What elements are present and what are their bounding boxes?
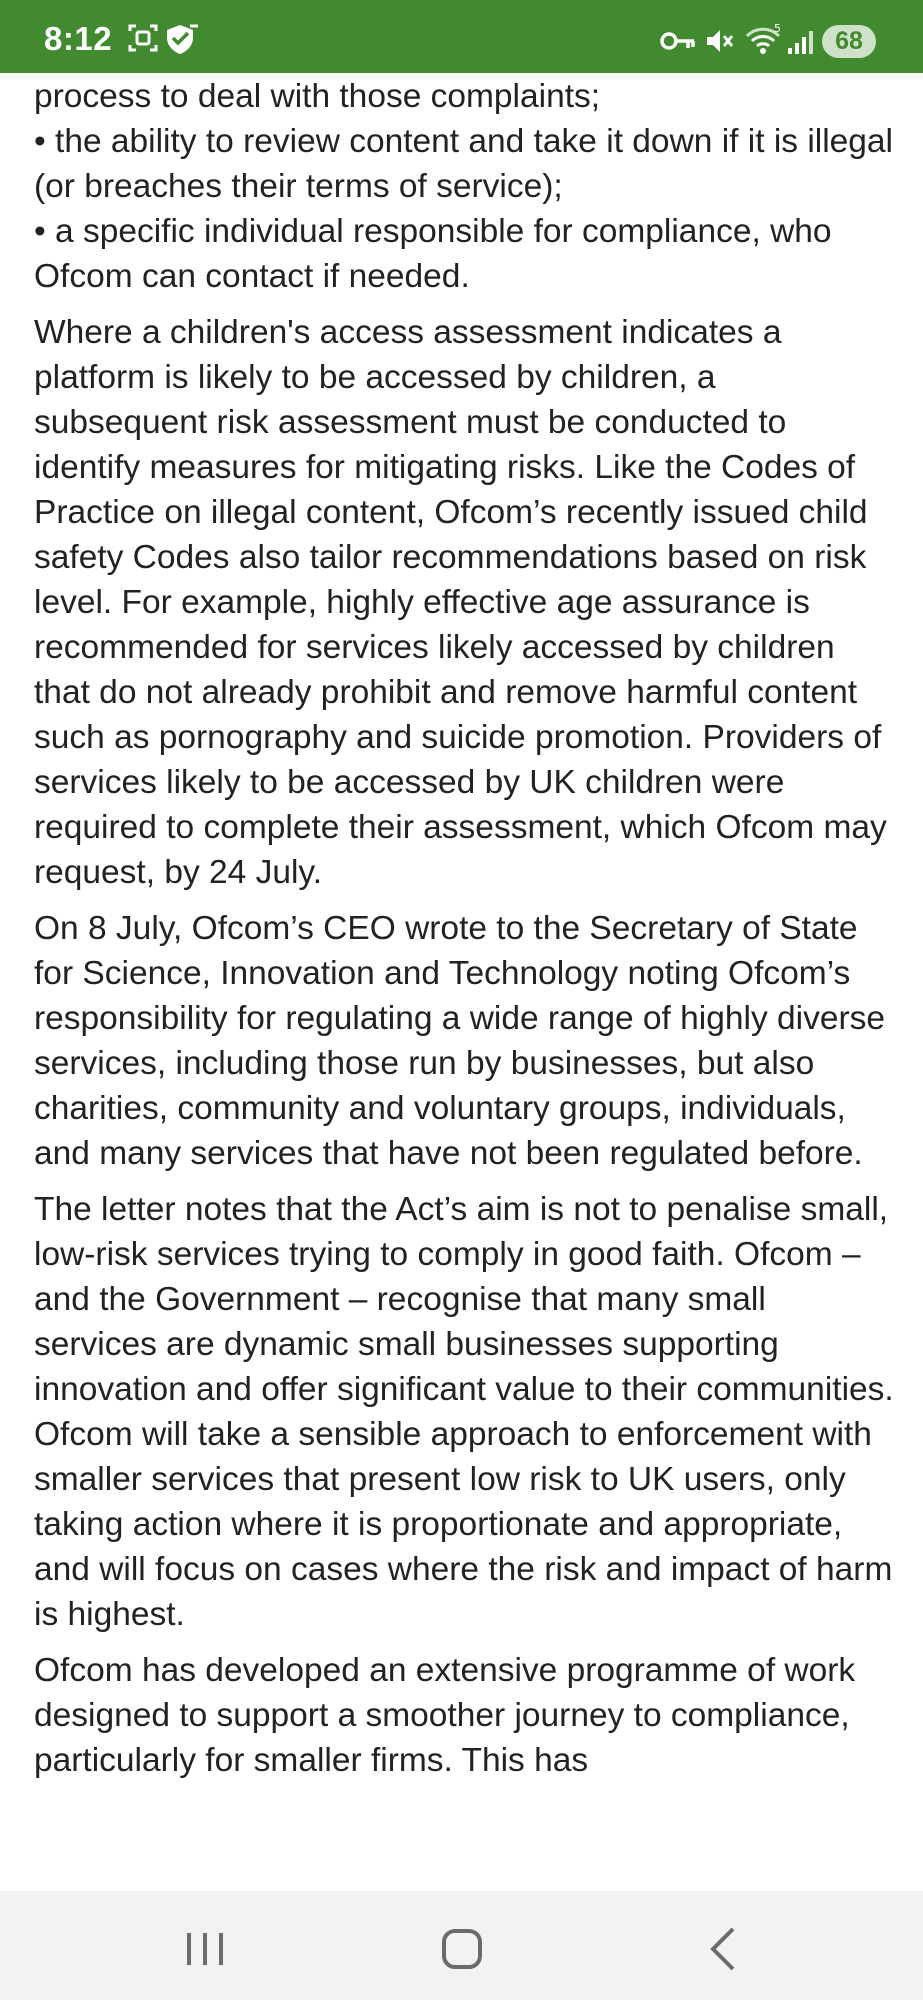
status-bar (0, 0, 923, 73)
check-shield-icon (164, 22, 200, 56)
battery-icon: 68 (822, 25, 876, 58)
status-time: 8:12 (44, 20, 113, 57)
back-button[interactable] (693, 1919, 753, 1979)
recent-apps-icon (189, 1933, 221, 1965)
home-icon (444, 1931, 480, 1967)
wifi-icon (744, 24, 784, 56)
navigation-bar (0, 1891, 923, 2000)
article-scroll-area[interactable] (0, 73, 923, 1891)
paragraph-compliance-programme: Ofcom has developed an extensive programme of work designed to support a smoother journey to compliance, particularly for smaller firms. This has (34, 1652, 856, 1779)
svg-text:5: 5 (774, 24, 781, 35)
article-body (34, 73, 894, 1783)
paragraph-act-aim: The letter notes that the Act’s aim is not to penalise small, low-risk services trying to comply in good faith. Ofcom – and the Government – recognise that many small services are dynamic small businesses supporting innovation and offer significant value to their communities. Ofcom will take a sensible approach to enforcement with smaller services that present low risk to UK users, only taking action where it is proportionate and appropriate, and will focus on cases where the risk and impact of harm is highest. (34, 1191, 894, 1633)
paragraph-compliance-list: process to deal with those complaints; • the ability to review content and take it down if it is illegal (or breaches their terms of service); • a specific individual responsible for compliance, who Ofcom can contact if needed. (34, 78, 893, 295)
signal-icon (786, 28, 814, 56)
paragraph-ceo-letter: On 8 July, Ofcom’s CEO wrote to the Secretary of State for Science, Innovation and Technology noting Ofcom’s responsibility for regulating a wide range of highly diverse services, including those run by businesses, but also charities, community and voluntary groups, individuals, and many services that have not been regulated before. (34, 910, 885, 1172)
recent-apps-button[interactable] (175, 1919, 235, 1979)
mute-icon (704, 26, 734, 56)
back-icon (713, 1929, 733, 1969)
screenshot-icon (127, 22, 159, 54)
home-button[interactable] (432, 1919, 492, 1979)
vpn-key-icon (660, 30, 696, 52)
paragraph-children-access: Where a children's access assessment indicates a platform is likely to be accessed by children, a subsequent risk assessment must be conducted to identify measures for mitigating risks. Like the Codes of Practice on illegal content, Ofcom’s recently issued child safety Codes also tailor recommendations based on risk level. For example, highly effective age assurance is recommended for services likely accessed by children that do not already prohibit and remove harmful content such as pornography and suicide promotion. Providers of services likely to be accessed by UK children were required to complete their assessment, which Ofcom may request, by 24 July. (34, 314, 887, 891)
